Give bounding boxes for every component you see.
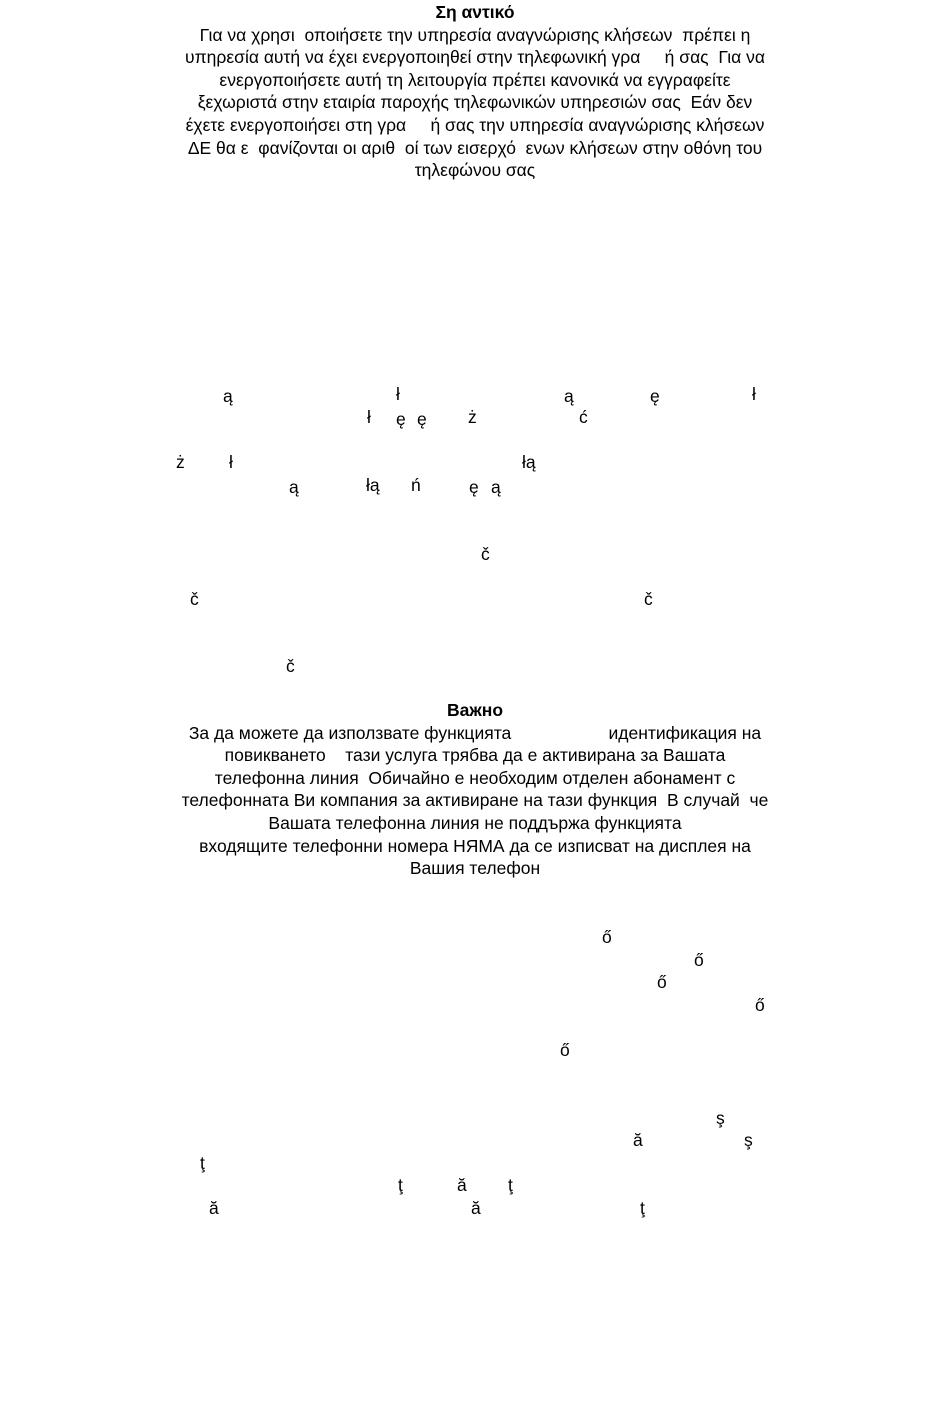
czech-glyph: č [481, 544, 490, 564]
romanian-glyph: ş [716, 1108, 725, 1128]
polish-glyph: ń [411, 475, 421, 495]
polish-glyph: ę [396, 409, 406, 429]
polish-glyph: łą [522, 452, 536, 472]
romanian-glyph: ă [471, 1198, 481, 1218]
bulgarian-line: входящите телефонни номера НЯМА да се изписват на дисплея на [199, 835, 751, 856]
greek-line: Για να χρησι οποιήσετε την υπηρεσία αναγνώρισης κλήσεων πρέπει η [199, 24, 751, 45]
hungarian-glyph: ő [560, 1040, 570, 1060]
polish-glyph: ł [367, 407, 371, 427]
romanian-glyph: ă [457, 1175, 467, 1195]
polish-glyph: ł [229, 452, 233, 472]
polish-glyph: ą [289, 477, 299, 497]
polish-glyph: ż [468, 407, 477, 427]
romanian-glyph: ţ [508, 1175, 513, 1195]
greek-line: υπηρεσία αυτή να έχει ενεργοποιηθεί στην τηλεφωνική γρα ή σας Για να [185, 47, 765, 68]
greek-section [150, 1, 800, 182]
polish-glyph: ł [752, 384, 756, 404]
romanian-glyph: ţ [398, 1175, 403, 1195]
hungarian-glyph: ő [602, 927, 612, 947]
polish-glyph: ę [417, 409, 427, 429]
bulgarian-line: повикването тази услуга трябва да е активирана за Вашата [224, 745, 726, 766]
romanian-glyph: ţ [640, 1198, 645, 1218]
polish-glyph: ę [469, 477, 479, 497]
polish-glyph: ą [491, 477, 501, 497]
greek-title: Ση αντικό [435, 2, 515, 22]
bulgarian-line: Вашия телефон [409, 858, 541, 879]
bulgarian-line: телефонната Ви компания за активиране на тази функция В случай че [181, 790, 769, 811]
greek-line: έχετε ενεργοποιήσει στη γρα ή σας την υπηρεσία αναγνώρισης κλήσεων [185, 114, 765, 135]
romanian-glyph: ă [633, 1130, 643, 1150]
polish-glyph: ł [396, 384, 400, 404]
hungarian-glyph: ő [694, 950, 704, 970]
bulgarian-line: За да можете да използвате функцията идентификация на [188, 722, 762, 743]
romanian-glyph: ţ [200, 1153, 205, 1173]
bulgarian-line: Вашата телефонна линия не поддържа функцията [268, 812, 682, 833]
bulgarian-title: Важно [446, 700, 504, 720]
polish-glyph: ą [223, 386, 233, 406]
greek-line: ΔΕ θα ε φανίζονται οι αριθ οί των εισερχό ενων κλήσεων στην οθόνη του [187, 137, 763, 158]
greek-line: ενεργοποιήσετε αυτή τη λειτουργία πρέπει κανονικά να εγγραφείτε [219, 69, 731, 90]
czech-glyph: č [644, 589, 653, 609]
hungarian-glyph: ő [755, 995, 765, 1015]
greek-line: ξεχωριστά στην εταιρία παροχής τηλεφωνικών υπηρεσιών σας Εάν δεν [197, 92, 753, 113]
polish-glyph: ć [579, 407, 588, 427]
polish-glyph: ę [650, 386, 660, 406]
bulgarian-section [150, 699, 800, 880]
polish-glyph: ż [176, 452, 185, 472]
greek-line: τηλεφώνου σας [414, 160, 536, 181]
polish-glyph: łą [366, 475, 380, 495]
romanian-glyph: ă [209, 1198, 219, 1218]
hungarian-glyph: ő [657, 972, 667, 992]
polish-glyph: ą [564, 386, 574, 406]
czech-glyph: č [286, 656, 295, 676]
bulgarian-line: телефонна линия Обичайно е необходим отделен абонамент с [214, 767, 736, 788]
romanian-glyph: ş [744, 1130, 753, 1150]
czech-glyph: č [190, 589, 199, 609]
